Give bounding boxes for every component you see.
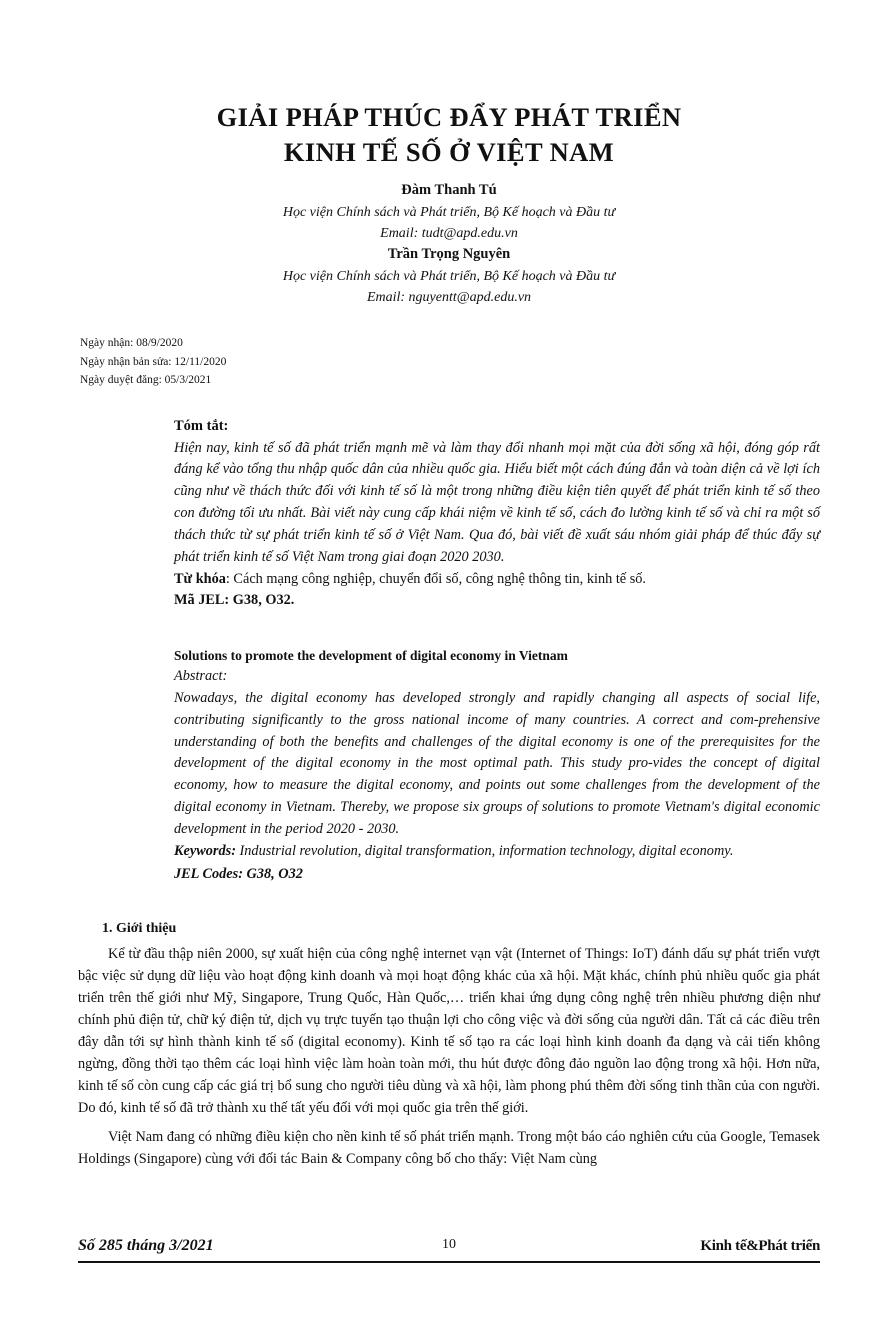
page-content (78, 0, 820, 1317)
jel-vi: Mã JEL: G38, O32. (174, 592, 295, 609)
footer-divider (78, 1261, 820, 1263)
date-received: Ngày nhận: 08/9/2020 (80, 336, 183, 349)
author-2-affiliation: Học viện Chính sách và Phát triển, Bộ Kế hoạch và Đầu tư (282, 268, 616, 284)
author-1-name: Đàm Thanh Tú (401, 182, 497, 199)
abstract-vi-label: Tóm tắt: (174, 417, 229, 434)
footer-journal-logo: Kinh tế&Phát triển (700, 1238, 820, 1254)
jel-en: JEL Codes: G38, O32 (174, 865, 303, 882)
author-2-name: Trần Trọng Nguyên (387, 246, 511, 263)
keywords-en (174, 841, 820, 863)
body-paragraph-1: Kể từ đầu thập niên 2000, sự xuất hiện của công nghệ internet vạn vật (Internet of Things: IoT) đánh dấu sự phát triển vượt bậc việc sử dụng dữ liệu vào hoạt động kinh doanh và mọi hoạt động khác của xã hội. Mặt khác, chính phủ nhiều quốc gia phát triển trên thế giới như Mỹ, Singapore, Trung Quốc, Hàn Quốc,… triển khai ứng dụng công nghệ trên nhiều phương diện như chính phủ điện tử, chữ ký điện tử, dịch vụ trực tuyến tạo thuận lợi cho công việc và đời sống của người dân. Tất cả các điều trên đây dẫn tới sự hình thành kinh tế số (digital economy). Kinh tế số tạo ra các loại hình kinh doanh đa dạng và cải tiến không ngừng, đồng thời tạo thêm các loại hình việc làm hoàn toàn mới, thu hút được đông đảo nguồn lao động trong xã hội. Hơn nữa, kinh tế số còn cung cấp các giá trị bổ sung cho người tiêu dùng và xã hội, làm phong phú thêm đời sống tinh thần của con người. Do đó, kinh tế số đã trở thành xu thế tất yếu đối với mọi quốc gia trên thế giới. (78, 945, 820, 1117)
abstract-en-label: Abstract: (174, 668, 228, 685)
keywords-vi (174, 569, 820, 591)
author-1-affiliation: Học viện Chính sách và Phát triển, Bộ Kế hoạch và Đầu tư (282, 205, 616, 221)
abstract-en-title: Solutions to promote the development of digital economy in Vietnam (174, 648, 568, 664)
abstract-vi-body: Hiện nay, kinh tế số đã phát triển mạnh mẽ và làm thay đổi nhanh mọi mặt của đời sống xã hội, đóng góp rất đáng kể vào tổng thu nhập quốc dân của nhiều quốc gia. Hiểu biết một cách đúng đắn và toàn diện cả về lợi ích cũng như về thách thức đối với kinh tế số là một trong những điều kiện tiên quyết để phát triển kinh tế số theo con đường tối ưu nhất. Bài viết này cung cấp khái niệm về kinh tế số, cách đo lường kinh tế số và chỉ ra một số thách thức từ sự phát triển kinh tế số ở Việt Nam. Qua đó, bài viết đề xuất sáu nhóm giải pháp để thúc đẩy sự phát triển kinh tế số Việt Nam trong giai đoạn 2020 2030. (174, 439, 820, 565)
date-accepted: Ngày duyệt đăng: 05/3/2021 (80, 374, 212, 387)
keywords-vi-label: Từ khóa (174, 570, 226, 587)
body-paragraph-2: Việt Nam đang có những điều kiện cho nền kinh tế số phát triển mạnh. Trong một báo cáo nghiên cứu của Google, Temasek Holdings (Singapore) cùng với đối tác Bain & Company công bố cho thấy: Việt Nam cùng (78, 1128, 820, 1167)
article-title (78, 0, 820, 170)
keywords-en-label: Keywords: (174, 842, 236, 859)
page-footer (78, 1237, 820, 1263)
date-revised: Ngày nhận bản sửa: 12/11/2020 (80, 355, 227, 368)
footer-issue-label: Số 285 tháng 3/2021 (78, 1237, 214, 1254)
keywords-en-value: Industrial revolution, digital transformation, information technology, digital economy. (235, 842, 734, 859)
author-2-email: Email: nguyentt@apd.edu.vn (366, 289, 532, 305)
author-list (78, 180, 820, 308)
submission-dates (80, 334, 820, 390)
footer-page-number: 10 (442, 1237, 456, 1252)
keywords-vi-value: : Cách mạng công nghiệp, chuyển đổi số, công nghệ thông tin, kinh tế số. (225, 570, 646, 587)
footer-row (78, 1237, 820, 1259)
article-title-line-2: KINH TẾ SỐ Ở VIỆT NAM (283, 137, 615, 168)
article-title-line-1: GIẢI PHÁP THÚC ĐẨY PHÁT TRIỂN (216, 102, 682, 132)
abstract-section (174, 416, 820, 885)
section-heading-introduction: 1. Giới thiệu (102, 920, 177, 936)
author-1-email: Email: tudt@apd.edu.vn (380, 226, 518, 242)
abstract-en-body: Nowadays, the digital economy has developed strongly and rapidly changing all aspects of social life, contributing significantly to the gross national income of many countries. A correct and com-prehensive understanding of both the benefits and challenges of the digital economy is one of the prerequisites for the development of the digital economy in the most optimal path. This study pro-vides the concept of digital economy, how to measure the digital economy, and points out some challenges from the development of the digital economy in Vietnam. Thereby, we propose six groups of solutions to promote Vietnam's digital economic development in the period 2020 - 2030. (174, 689, 820, 838)
